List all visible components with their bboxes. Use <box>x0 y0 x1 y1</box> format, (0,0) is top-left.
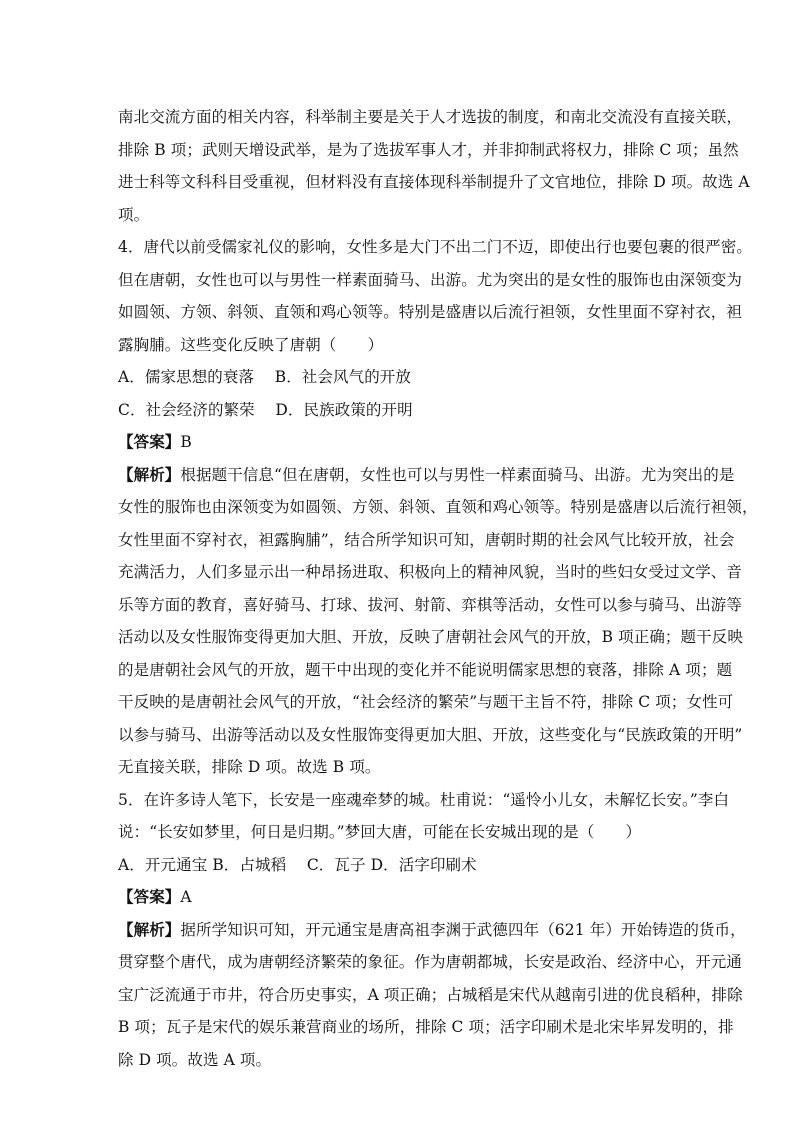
analysis-text: 据所学知识可知，开元通宝是唐高祖李渊于武德四年（621 年）开始铸造的货币， <box>180 920 746 939</box>
text-line: 南北交流方面的相关内容，科举制主要是关于人才选拔的制度，和南北交流没有直接关联， <box>118 108 743 126</box>
text-line: 项。 <box>118 205 150 224</box>
analysis-line <box>118 459 735 492</box>
text-line: 如圆领、方领、斜领、直领和鸡心领等。特别是盛唐以后流行袒领，女性里面不穿衬衣，袒 <box>118 303 743 321</box>
question-4-stem: 4．唐代以前受儒家礼仪的影响，女性多是大门不出二门不迈，即使出行也要包裹的很严密。 <box>118 238 752 256</box>
answer-label: 【答案】 <box>118 432 181 451</box>
text-line: 女性里面不穿衬衣，袒露胸脯”，结合所学知识可知，唐朝时期的社会风气比较开放，社会 <box>118 530 735 549</box>
text-line: 以参与骑马、出游等活动以及女性服饰变得更加大胆、开放，这些变化与“民族政策的开明” <box>118 725 743 744</box>
question-4-options-ab: A．儒家思想的衰落 B．社会风气的开放 <box>118 368 412 386</box>
text-line: 女性的服饰也由深领变为如圆领、方领、斜领、直领和鸡心领等。特别是盛唐以后流行袒领， <box>118 498 758 516</box>
question-5-options: A．开元通宝 B．占城稻 C．瓦子 D．活字印刷术 <box>118 855 477 874</box>
text-line: 贯穿整个唐代，成为唐朝经济繁荣的象征。作为唐朝都城，长安是政治、经济中心，开元通 <box>118 953 743 971</box>
answer-line <box>118 426 684 459</box>
analysis-label: 【解析】 <box>118 919 181 939</box>
text-line: 除 D 项。故选 A 项。 <box>118 1050 272 1069</box>
text-line: 无直接关联，排除 D 项。故选 B 项。 <box>118 758 381 776</box>
text-line: 活动以及女性服饰变得更加大胆、开放，反映了唐朝社会风气的开放，B 项正确；题干反映 <box>118 628 743 646</box>
answer-line <box>118 881 684 914</box>
analysis-label: 【解析】 <box>118 464 181 484</box>
answer-label: 【答案】 <box>118 887 181 906</box>
question-5-stem: 5．在许多诗人笔下，长安是一座魂牵梦的城。杜甫说：“遥怜小儿女，未解忆长安。”李白 <box>118 790 730 809</box>
text-line: 排除 B 项；武则天增设武举，是为了选拔军事人才，并非抑制武将权力，排除 C 项；虽然 <box>118 140 739 159</box>
analysis-text: 根据题干信息“但在唐朝，女性也可以与男性一样素面骑马、出游。尤为突出的是 <box>180 465 735 484</box>
text-line: 露胸脯。这些变化反映了唐朝（ ） <box>118 335 384 354</box>
document-body <box>118 101 758 1076</box>
text-line: 但在唐朝，女性也可以与男性一样素面骑马、出游。尤为突出的是女性的服饰也由深领变为 <box>118 270 743 289</box>
text-line: B 项；瓦子是宋代的娱乐兼营商业的场所，排除 C 项；活字印刷术是北宋毕昇发明的，排 <box>118 1018 734 1036</box>
text-line: 干反映的是唐朝社会风气的开放，“社会经济的繁荣”与题干主旨不符，排除 C 项；女性可 <box>118 693 734 711</box>
answer-value: B <box>180 433 192 451</box>
answer-value: A <box>180 888 192 906</box>
text-line: 进士科等文科科目受重视，但材料没有直接体现科举制提升了文官地位，排除 D 项。故选 A <box>118 173 750 191</box>
text-line: 充满活力，人们多显示出一种昂扬进取、积极向上的精神风貌，当时的些妇女受过文学、音 <box>118 563 743 581</box>
analysis-line <box>118 914 746 947</box>
text-line: 说：“长安如梦里，何日是归期。”梦回大唐，可能在长安城出现的是（ ） <box>118 823 642 841</box>
question-4-options-cd: C．社会经济的繁荣 D．民族政策的开明 <box>118 400 413 419</box>
text-line: 乐等方面的教育，喜好骑马、打球、拔河、射箭、弈棋等活动，女性可以参与骑马、出游等 <box>118 595 743 614</box>
text-line: 宝广泛流通于市井，符合历史事实，A 项正确；占城稻是宋代从越南引进的优良稻种，排除 <box>118 985 743 1004</box>
text-line: 的是唐朝社会风气的开放，题干中出现的变化并不能说明儒家思想的衰落，排除 A 项；题 <box>118 660 733 679</box>
